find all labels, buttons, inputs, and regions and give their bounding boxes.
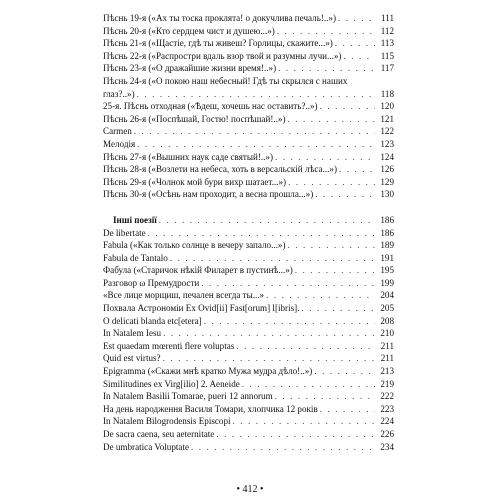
toc-entry bbox=[103, 25, 394, 38]
toc-entry bbox=[103, 441, 394, 454]
toc-entry-title: Пѣснь 30-я («Осѣнь нам проходит, а весна прошла...») bbox=[103, 189, 314, 200]
toc-entry bbox=[103, 50, 394, 63]
toc-entry-page: 126 bbox=[380, 164, 394, 175]
toc-leader-dots bbox=[163, 327, 375, 340]
toc-leader-dots bbox=[295, 264, 375, 277]
toc-entry-title: Fabula de Tantalo bbox=[103, 252, 168, 263]
toc-entry-page: 213 bbox=[380, 366, 394, 377]
toc-leader-dots bbox=[314, 365, 375, 378]
toc-entry bbox=[103, 352, 394, 365]
section-gap bbox=[103, 201, 394, 214]
toc-entry-page: 224 bbox=[380, 416, 394, 427]
toc-leader-dots bbox=[137, 138, 375, 151]
toc-entry bbox=[103, 100, 394, 113]
toc-entry bbox=[103, 163, 394, 176]
section-page: 186 bbox=[380, 214, 394, 225]
toc-entry-page: 123 bbox=[380, 138, 394, 149]
toc-entry-title: Разговор ω Премудрости bbox=[103, 277, 200, 288]
toc-entry-page: 115 bbox=[380, 50, 394, 61]
toc-leader-dots bbox=[275, 390, 375, 403]
toc-entry-page: 211 bbox=[380, 353, 394, 364]
toc-entry-page: 122 bbox=[380, 126, 394, 137]
toc-entry bbox=[103, 75, 394, 100]
toc-leader-dots bbox=[320, 403, 375, 416]
toc-entry-page: 120 bbox=[380, 101, 394, 112]
toc-entry-page: 211 bbox=[380, 340, 394, 351]
toc-leader-dots bbox=[137, 88, 375, 101]
toc-entry-title: In Natalem Basilii Tomarae, pueri 12 annorum bbox=[103, 391, 273, 402]
toc-leader-dots bbox=[343, 50, 375, 63]
toc-entry bbox=[103, 289, 394, 302]
toc-entry-title: Пѣснь 21-я («Щастіе, гдѣ ты живеш? Горлицы, скажите...») bbox=[103, 38, 333, 49]
toc-entry-page: 191 bbox=[380, 252, 394, 263]
toc-leader-dots bbox=[339, 163, 375, 176]
toc-entry bbox=[103, 37, 394, 50]
toc-entry bbox=[103, 277, 394, 290]
toc-leader-dots bbox=[242, 378, 375, 391]
toc-entry-page: 199 bbox=[380, 277, 394, 288]
toc-entry-page: 223 bbox=[380, 403, 394, 414]
toc-entry-title-continued: глаз?..») bbox=[103, 88, 135, 99]
toc-entry-page: 195 bbox=[380, 265, 394, 276]
toc-leader-dots bbox=[275, 151, 375, 164]
toc-leader-dots bbox=[315, 188, 375, 201]
toc-entry bbox=[103, 327, 394, 340]
toc-entry-title: Мелодія bbox=[103, 138, 136, 149]
toc-entry-page: 234 bbox=[380, 441, 394, 452]
toc-entry-title: In Natalem Iesu bbox=[103, 328, 162, 339]
toc-leader-dots bbox=[278, 62, 375, 75]
toc-entry-title: Est quaedam mœrenti flere voluptas bbox=[103, 340, 235, 351]
toc-entry bbox=[103, 227, 394, 240]
toc-entry-title: O delicati blanda etc[etera] bbox=[103, 315, 202, 326]
toc-entry bbox=[103, 151, 394, 164]
toc-entry-title: Пѣснь 22-я («Распростри вдаль взор твой и разумны лучи...») bbox=[103, 50, 342, 61]
toc-entry bbox=[103, 239, 394, 252]
toc-leader-dots bbox=[288, 176, 375, 189]
toc-entry-title: Пѣснь 23-я («О дражайшие жизни время!..») bbox=[103, 63, 277, 74]
toc-leader-dots bbox=[191, 441, 375, 454]
toc-entry bbox=[103, 390, 394, 403]
toc-entry-title: На день народження Василя Томари, хлопчика 12 років bbox=[103, 403, 318, 414]
toc-leader-dots bbox=[288, 239, 375, 252]
toc-entry-page: 121 bbox=[380, 113, 394, 124]
toc-entry-title: De sacra caena, seu aeternitate bbox=[103, 429, 215, 439]
toc-leader-dots bbox=[335, 37, 375, 50]
toc-entry-title: Quid est virtus? bbox=[103, 353, 161, 364]
toc-entry-page: 112 bbox=[380, 25, 394, 36]
toc-leader-dots bbox=[163, 352, 375, 365]
toc-leader-dots bbox=[170, 252, 375, 265]
toc-entry-page: 210 bbox=[380, 328, 394, 339]
toc-entry bbox=[103, 365, 394, 378]
toc-entry-page: 117 bbox=[380, 63, 394, 74]
toc-entry-page: 130 bbox=[380, 189, 394, 200]
toc-entry bbox=[103, 62, 394, 75]
toc-entry-title: Carmen bbox=[103, 126, 132, 137]
toc-leader-dots bbox=[301, 302, 375, 315]
toc-entry-page: 204 bbox=[380, 290, 394, 301]
toc-entry-title: De libertate bbox=[103, 227, 146, 238]
toc-entry-title: Similitudines ex Virg[ilio] 2. Aeneide bbox=[103, 378, 240, 389]
toc-leader-dots bbox=[338, 12, 375, 25]
toc-entry-page: 222 bbox=[380, 391, 394, 402]
toc-entry-title: Похвала Астрономіи Ex Ovid[ii] Fast[orum] l[ibris]. bbox=[103, 303, 300, 314]
toc-leader-dots bbox=[320, 100, 375, 113]
toc-leader-dots bbox=[236, 340, 375, 353]
toc-entry bbox=[103, 113, 394, 126]
toc-leader-dots bbox=[134, 125, 375, 138]
toc-entry-title: 25-я. Пѣснь отходная («Ѣдеш, хочешь нас оставить?..») bbox=[103, 101, 318, 112]
toc-entry-title: Пѣснь 28-я («Возлети на небеса, хоть в версальскій лѣса...») bbox=[103, 164, 337, 175]
toc-leader-dots bbox=[288, 113, 376, 126]
toc-entry-page: 129 bbox=[380, 176, 394, 187]
toc-entry-title: «Все лице морщиш, печален всегда ты...» bbox=[103, 290, 265, 301]
toc-leader-dots bbox=[277, 25, 375, 38]
toc-entry-page: 124 bbox=[380, 151, 394, 162]
toc-leader-dots bbox=[266, 289, 375, 302]
toc-leader-dots bbox=[201, 277, 375, 290]
toc-entry-title: De umbratica Voluptate bbox=[103, 441, 190, 452]
toc-entry bbox=[103, 315, 394, 328]
toc-entry bbox=[103, 138, 394, 151]
toc-section-heading bbox=[103, 214, 394, 227]
toc-entry-page: 118 bbox=[380, 88, 394, 99]
toc-leader-dots bbox=[233, 415, 375, 428]
toc-entry-page: 205 bbox=[380, 303, 394, 314]
toc-entry bbox=[103, 340, 394, 353]
toc-entry bbox=[103, 428, 394, 441]
toc-entry-title: In Natalem Bilogrodensis Episcopi bbox=[103, 416, 231, 427]
toc-entry bbox=[103, 415, 394, 428]
toc-entry bbox=[103, 252, 394, 265]
toc-entry-title: Fabula («Как только солнце в вечеру запало...») bbox=[103, 240, 286, 251]
toc-part-1 bbox=[103, 12, 394, 201]
toc-entry-title: Epigramma («Скажи мнѣ кратко Мужа мудра дѣло!..») bbox=[103, 366, 313, 377]
toc-entry bbox=[103, 125, 394, 138]
toc-entry bbox=[103, 12, 394, 25]
toc-entry-title: Пѣснь 26-я («Поспѣшай, Гостю! поспѣшай!..») bbox=[103, 113, 286, 124]
toc-entry-page: 208 bbox=[380, 315, 394, 326]
toc-entry-title: Пѣснь 29-я («Чолнок мой бури вихр шатает...») bbox=[103, 176, 287, 187]
toc-entry-page: 226 bbox=[380, 429, 394, 439]
toc-entry-title: Фабула («Старичок нѣкій Филарет в пустинѣ...») bbox=[103, 265, 293, 276]
toc-entry bbox=[103, 264, 394, 277]
toc-entry-title: Пѣснь 19-я («Ах ты тоска проклята! о докучлива печаль!..») bbox=[103, 13, 336, 23]
toc-leader-dots bbox=[159, 214, 375, 227]
toc-entry bbox=[103, 378, 394, 391]
toc-entry-page: 189 bbox=[380, 240, 394, 251]
toc-entry bbox=[103, 403, 394, 416]
toc-entry bbox=[103, 302, 394, 315]
toc-entry bbox=[103, 188, 394, 201]
toc-entry-title: Пѣснь 24-я («О покою наш небесный! Гдѣ ты скрылся с наших bbox=[103, 75, 348, 86]
toc-leader-dots bbox=[216, 428, 375, 441]
section-title: Інші поезії bbox=[113, 214, 157, 225]
toc-entry bbox=[103, 176, 394, 189]
toc-entry-page: 219 bbox=[380, 378, 394, 389]
toc-entry-page: 111 bbox=[381, 13, 394, 23]
toc-part-2 bbox=[103, 227, 394, 454]
page-number: • 412 • bbox=[236, 484, 264, 495]
toc-entry-title: Пѣснь 20-я («Кто сердцем чист и душею...») bbox=[103, 25, 275, 36]
toc-leader-dots bbox=[148, 227, 375, 240]
table-of-contents bbox=[103, 12, 394, 453]
toc-leader-dots bbox=[204, 315, 375, 328]
toc-entry-page: 113 bbox=[380, 38, 394, 49]
toc-entry-page: 186 bbox=[380, 227, 394, 238]
toc-entry-title: Пѣснь 27-я («Вышних наук саде святый!..») bbox=[103, 151, 274, 162]
